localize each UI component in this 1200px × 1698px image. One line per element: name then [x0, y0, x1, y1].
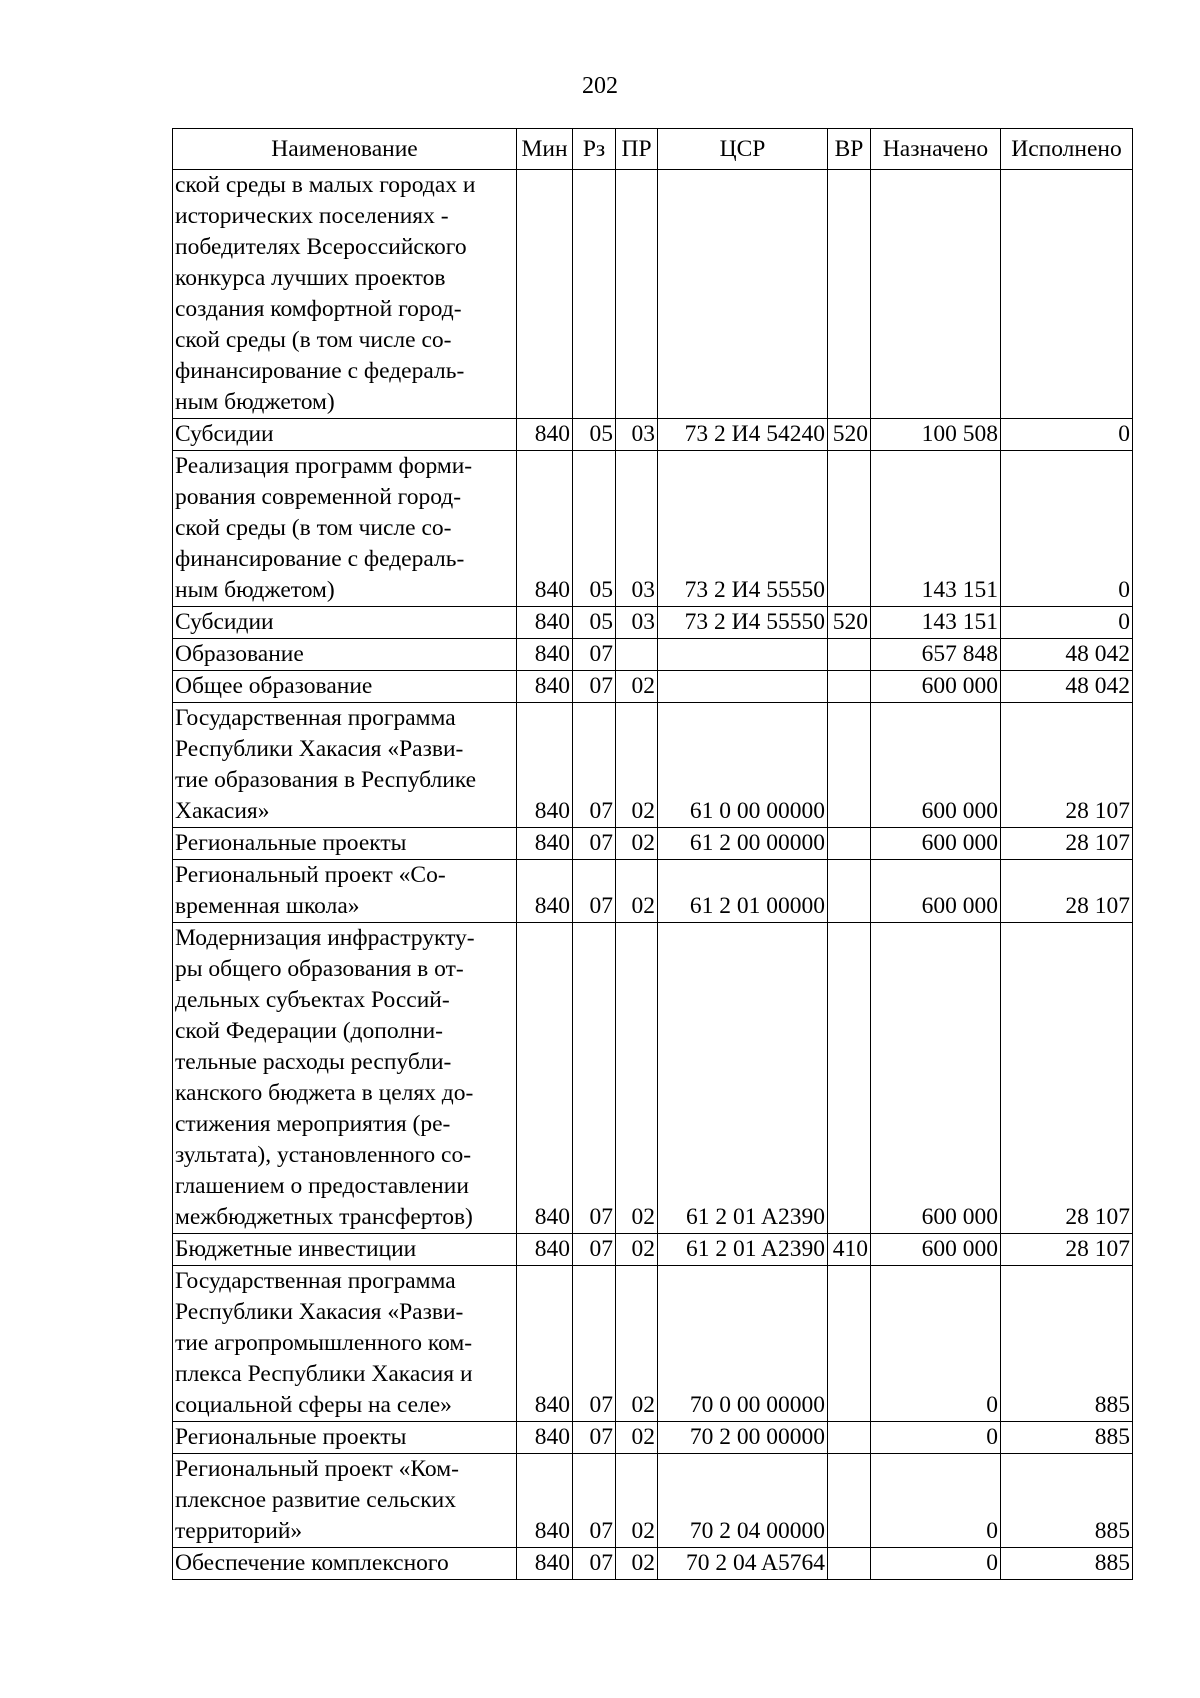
name-line: ным бюджетом) — [175, 389, 335, 415]
name-line: глашением о предоставлении — [175, 1173, 469, 1199]
column-header-min: Мин — [517, 129, 573, 170]
name-line: создания комфортной город- — [175, 296, 462, 322]
cell-assigned: 0 — [871, 1548, 1001, 1580]
cell-vr: 410 — [828, 1234, 871, 1266]
cell-executed: 0 — [1001, 607, 1133, 639]
cell-vr — [828, 828, 871, 860]
cell-name — [173, 703, 517, 828]
cell-name — [173, 419, 517, 451]
cell-name — [173, 170, 517, 419]
name-line: межбюджетных трансфертов) — [175, 1204, 473, 1230]
cell-vr: 520 — [828, 607, 871, 639]
name-line: конкурса лучших проектов — [175, 265, 446, 291]
cell-csr: 61 0 00 00000 — [658, 703, 828, 828]
table-row — [173, 607, 1133, 639]
cell-min: 840 — [517, 1234, 573, 1266]
table-row — [173, 1422, 1133, 1454]
cell-executed: 885 — [1001, 1548, 1133, 1580]
cell-vr — [828, 923, 871, 1234]
cell-assigned: 600 000 — [871, 923, 1001, 1234]
name-line: Региональный проект «Со- — [175, 862, 446, 888]
cell-name — [173, 860, 517, 923]
name-line: Хакасия» — [175, 798, 270, 824]
name-line: финансирование с федераль- — [175, 546, 465, 572]
cell-vr — [828, 703, 871, 828]
cell-csr: 73 2 И4 55550 — [658, 451, 828, 607]
cell-pr: 02 — [616, 1548, 658, 1580]
cell-name — [173, 923, 517, 1234]
cell-vr — [828, 451, 871, 607]
cell-vr: 520 — [828, 419, 871, 451]
cell-min: 840 — [517, 1548, 573, 1580]
cell-vr — [828, 170, 871, 419]
cell-min: 840 — [517, 1454, 573, 1548]
name-line: временная школа» — [175, 893, 360, 919]
name-line: Обеспечение комплексного — [175, 1550, 449, 1576]
cell-rz: 07 — [573, 671, 616, 703]
cell-pr: 02 — [616, 1422, 658, 1454]
cell-min: 840 — [517, 607, 573, 639]
cell-rz: 05 — [573, 451, 616, 607]
cell-executed: 28 107 — [1001, 860, 1133, 923]
table-row — [173, 1266, 1133, 1422]
table-body — [173, 170, 1133, 1580]
cell-pr: 02 — [616, 923, 658, 1234]
cell-assigned: 100 508 — [871, 419, 1001, 451]
cell-rz: 07 — [573, 1548, 616, 1580]
name-line: Образование — [175, 641, 304, 667]
cell-assigned: 600 000 — [871, 671, 1001, 703]
cell-vr — [828, 1266, 871, 1422]
cell-assigned: 143 151 — [871, 607, 1001, 639]
cell-csr: 61 2 00 00000 — [658, 828, 828, 860]
column-header-csr: ЦСР — [658, 129, 828, 170]
budget-table — [172, 128, 1133, 1580]
cell-rz: 07 — [573, 1266, 616, 1422]
column-header-name: Наименование — [173, 129, 517, 170]
cell-name — [173, 607, 517, 639]
cell-name — [173, 639, 517, 671]
column-header-executed: Исполнено — [1001, 129, 1133, 170]
cell-csr — [658, 671, 828, 703]
cell-assigned — [871, 170, 1001, 419]
name-line: плексное развитие сельских — [175, 1487, 456, 1513]
cell-csr: 70 0 00 00000 — [658, 1266, 828, 1422]
table-row — [173, 419, 1133, 451]
name-line: территорий» — [175, 1518, 303, 1544]
cell-rz: 05 — [573, 419, 616, 451]
cell-csr — [658, 170, 828, 419]
cell-rz: 07 — [573, 1454, 616, 1548]
cell-rz: 07 — [573, 639, 616, 671]
name-line: Республики Хакасия «Разви- — [175, 1299, 464, 1325]
table-row — [173, 170, 1133, 419]
table-row — [173, 639, 1133, 671]
cell-pr: 03 — [616, 419, 658, 451]
name-line: Бюджетные инвестиции — [175, 1236, 417, 1262]
cell-executed: 28 107 — [1001, 1234, 1133, 1266]
table-row — [173, 828, 1133, 860]
cell-name — [173, 451, 517, 607]
cell-min — [517, 170, 573, 419]
name-line: Субсидии — [175, 421, 274, 447]
cell-pr: 03 — [616, 451, 658, 607]
name-line: Модернизация инфраструкту- — [175, 925, 475, 951]
name-line: ской среды (в том числе со- — [175, 327, 452, 353]
cell-csr — [658, 639, 828, 671]
name-line: победителях Всероссийского — [175, 234, 467, 260]
cell-name — [173, 1454, 517, 1548]
cell-pr: 02 — [616, 1234, 658, 1266]
name-line: дельных субъектах Россий- — [175, 987, 450, 1013]
cell-pr — [616, 170, 658, 419]
cell-executed: 28 107 — [1001, 703, 1133, 828]
cell-assigned: 0 — [871, 1454, 1001, 1548]
cell-rz: 07 — [573, 860, 616, 923]
cell-executed: 885 — [1001, 1454, 1133, 1548]
name-line: Республики Хакасия «Разви- — [175, 736, 464, 762]
cell-rz: 07 — [573, 923, 616, 1234]
cell-csr: 73 2 И4 55550 — [658, 607, 828, 639]
cell-executed — [1001, 170, 1133, 419]
cell-assigned: 600 000 — [871, 860, 1001, 923]
name-line: зультата), установленного со- — [175, 1142, 472, 1168]
cell-min: 840 — [517, 451, 573, 607]
name-line: финансирование с федераль- — [175, 358, 465, 384]
name-line: Региональные проекты — [175, 1424, 407, 1450]
cell-min: 840 — [517, 828, 573, 860]
name-line: плекса Республики Хакасия и — [175, 1361, 473, 1387]
cell-rz — [573, 170, 616, 419]
cell-name — [173, 671, 517, 703]
cell-assigned: 0 — [871, 1422, 1001, 1454]
cell-assigned: 600 000 — [871, 828, 1001, 860]
name-line: исторических поселениях - — [175, 203, 449, 229]
name-line: ской Федерации (дополни- — [175, 1018, 443, 1044]
cell-pr: 02 — [616, 1266, 658, 1422]
cell-rz: 07 — [573, 703, 616, 828]
cell-pr: 03 — [616, 607, 658, 639]
cell-vr — [828, 1548, 871, 1580]
cell-rz: 07 — [573, 828, 616, 860]
column-header-assigned: Назначено — [871, 129, 1001, 170]
name-line: ры общего образования в от- — [175, 956, 464, 982]
name-line: Государственная программа — [175, 1268, 456, 1294]
cell-rz: 07 — [573, 1422, 616, 1454]
name-line: Реализация программ форми- — [175, 453, 473, 479]
cell-pr: 02 — [616, 828, 658, 860]
cell-executed: 0 — [1001, 451, 1133, 607]
cell-csr: 61 2 01 A2390 — [658, 1234, 828, 1266]
name-line: тие образования в Республике — [175, 767, 477, 793]
name-line: социальной сферы на селе» — [175, 1392, 452, 1418]
cell-executed: 28 107 — [1001, 923, 1133, 1234]
cell-pr: 02 — [616, 860, 658, 923]
cell-csr: 70 2 04 00000 — [658, 1454, 828, 1548]
table-header-row — [173, 129, 1133, 170]
column-header-vr: ВР — [828, 129, 871, 170]
cell-min: 840 — [517, 671, 573, 703]
cell-vr — [828, 1454, 871, 1548]
name-line: Общее образование — [175, 673, 373, 699]
cell-min: 840 — [517, 419, 573, 451]
cell-min: 840 — [517, 923, 573, 1234]
cell-min: 840 — [517, 860, 573, 923]
name-line: стижения мероприятия (ре- — [175, 1111, 451, 1137]
cell-csr: 70 2 04 A5764 — [658, 1548, 828, 1580]
cell-assigned: 0 — [871, 1266, 1001, 1422]
name-line: Региональные проекты — [175, 830, 407, 856]
cell-csr: 61 2 01 A2390 — [658, 923, 828, 1234]
cell-executed: 885 — [1001, 1266, 1133, 1422]
cell-vr — [828, 671, 871, 703]
name-line: рования современной город- — [175, 484, 462, 510]
column-header-pr: ПР — [616, 129, 658, 170]
cell-csr: 73 2 И4 54240 — [658, 419, 828, 451]
name-line: тие агропромышленного ком- — [175, 1330, 473, 1356]
cell-executed: 48 042 — [1001, 671, 1133, 703]
cell-pr — [616, 639, 658, 671]
cell-csr: 70 2 00 00000 — [658, 1422, 828, 1454]
cell-min: 840 — [517, 703, 573, 828]
cell-executed: 0 — [1001, 419, 1133, 451]
cell-name — [173, 1548, 517, 1580]
cell-name — [173, 828, 517, 860]
name-line: тельные расходы республи- — [175, 1049, 452, 1075]
cell-pr: 02 — [616, 1454, 658, 1548]
cell-rz: 05 — [573, 607, 616, 639]
cell-executed: 28 107 — [1001, 828, 1133, 860]
cell-min: 840 — [517, 639, 573, 671]
name-line: ным бюджетом) — [175, 577, 335, 603]
cell-csr: 61 2 01 00000 — [658, 860, 828, 923]
cell-assigned: 143 151 — [871, 451, 1001, 607]
page-number: 202 — [582, 73, 618, 99]
cell-pr: 02 — [616, 703, 658, 828]
table-row — [173, 1454, 1133, 1548]
table-row — [173, 1234, 1133, 1266]
name-line: ской среды (в том числе со- — [175, 515, 452, 541]
cell-name — [173, 1422, 517, 1454]
cell-vr — [828, 639, 871, 671]
cell-assigned: 657 848 — [871, 639, 1001, 671]
table-row — [173, 451, 1133, 607]
cell-name — [173, 1234, 517, 1266]
name-line: Государственная программа — [175, 705, 456, 731]
table-row — [173, 671, 1133, 703]
name-line: ской среды в малых городах и — [175, 172, 476, 198]
cell-assigned: 600 000 — [871, 703, 1001, 828]
cell-executed: 885 — [1001, 1422, 1133, 1454]
name-line: Региональный проект «Ком- — [175, 1456, 459, 1482]
cell-rz: 07 — [573, 1234, 616, 1266]
cell-min: 840 — [517, 1422, 573, 1454]
cell-executed: 48 042 — [1001, 639, 1133, 671]
column-header-rz: Рз — [573, 129, 616, 170]
table-row — [173, 923, 1133, 1234]
name-line: Субсидии — [175, 609, 274, 635]
cell-pr: 02 — [616, 671, 658, 703]
cell-assigned: 600 000 — [871, 1234, 1001, 1266]
cell-vr — [828, 860, 871, 923]
cell-min: 840 — [517, 1266, 573, 1422]
cell-name — [173, 1266, 517, 1422]
table-row — [173, 703, 1133, 828]
name-line: канского бюджета в целях до- — [175, 1080, 474, 1106]
table-row — [173, 1548, 1133, 1580]
table-row — [173, 860, 1133, 923]
cell-vr — [828, 1422, 871, 1454]
